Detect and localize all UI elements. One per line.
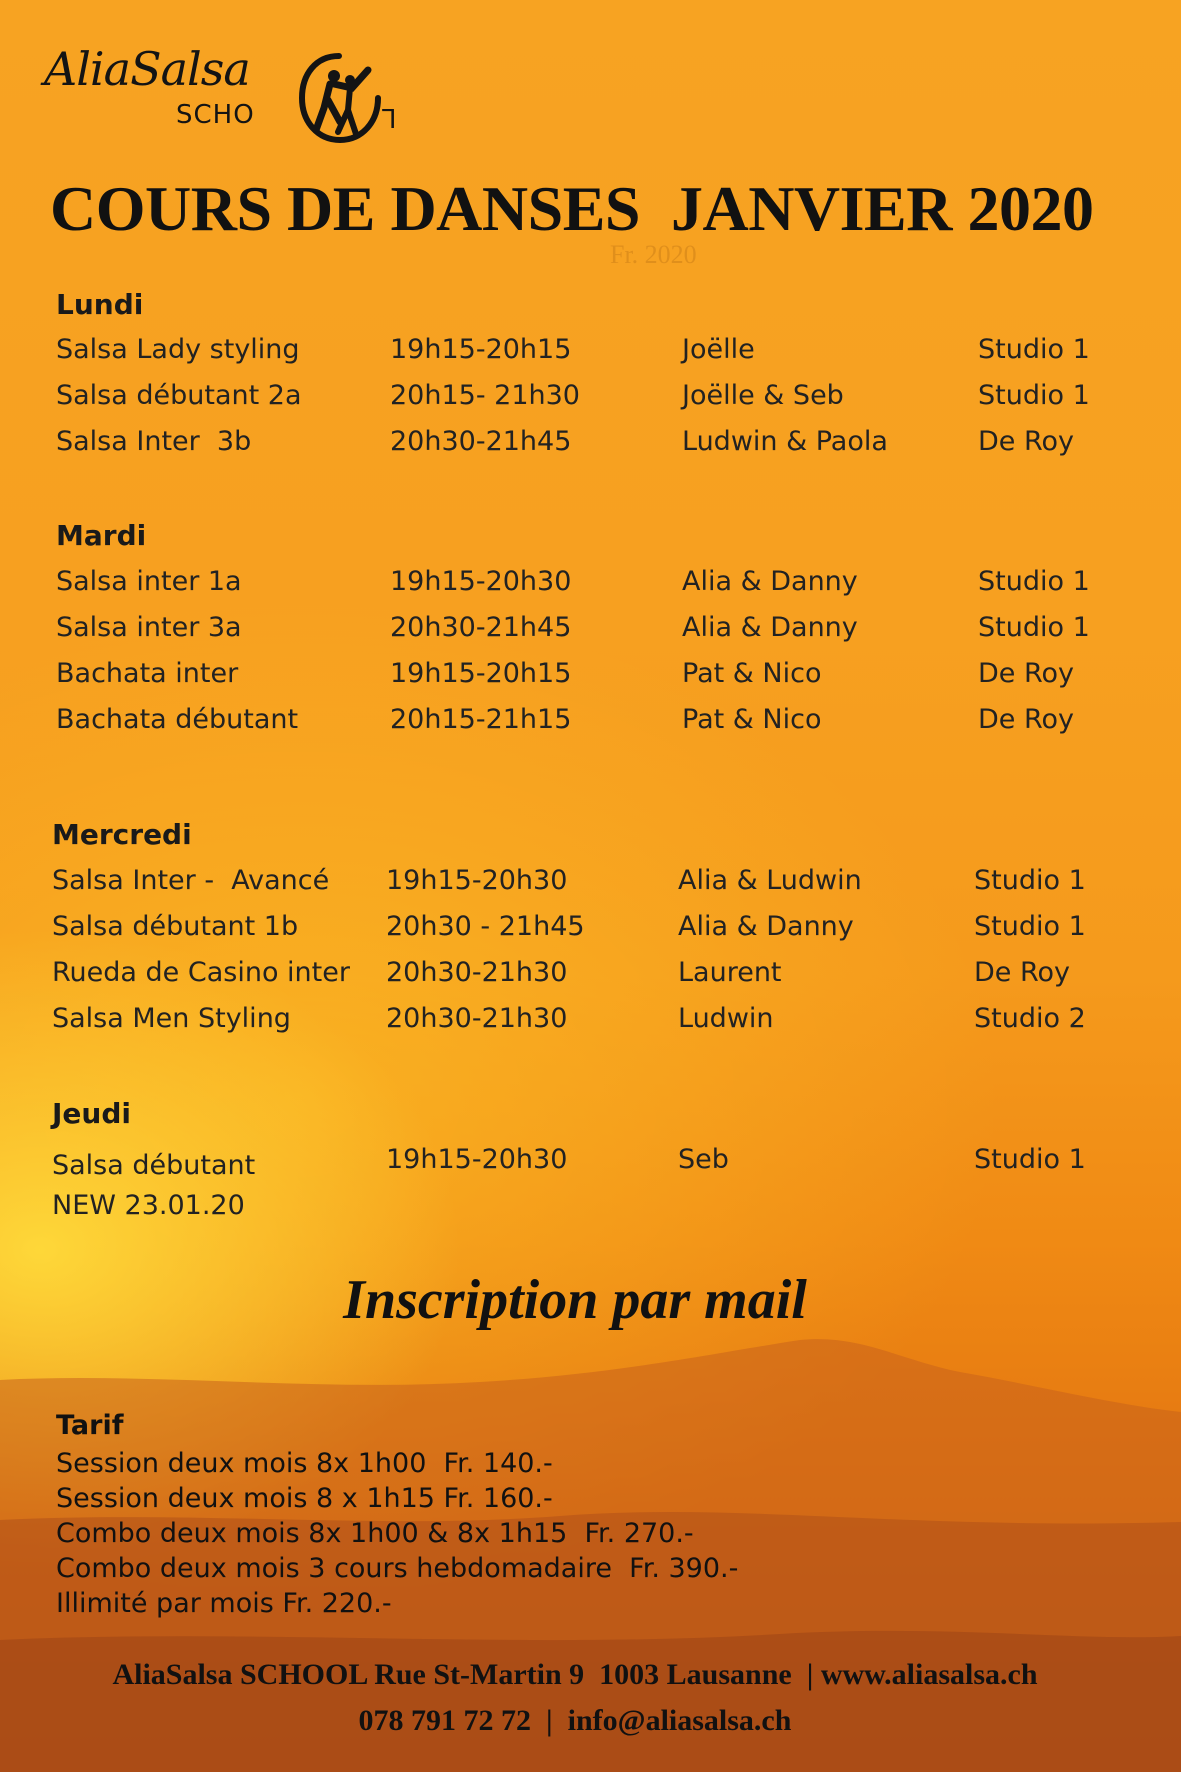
inscription-heading: Inscription par mail [343,1269,807,1331]
course-room: De Roy [974,957,1071,988]
course-time: 19h15-20h30 [386,865,568,896]
course-room: De Roy [978,658,1075,689]
schedule-row [0,704,1181,744]
course-room: Studio 1 [978,334,1090,365]
schedule-row [0,334,1181,374]
course-teacher: Alia & Danny [682,566,858,597]
course-time: 20h30-21h30 [386,1003,568,1034]
dancers-circle-icon [294,50,384,146]
schedule-row [0,426,1181,466]
schedule-row [0,658,1181,698]
course-time: 19h15-20h15 [390,334,572,365]
tarif-line: Combo deux mois 3 cours hebdomadaire Fr. 390.- [56,1553,739,1584]
course-teacher: Laurent [678,957,782,988]
course-time: 19h15-20h30 [386,1144,568,1175]
faint-background-text: Fr. 2020 [610,240,697,269]
aliasalsa-logo [44,40,397,150]
tarif-line: Session deux mois 8x 1h00 Fr. 140.- [56,1448,553,1479]
course-room: Studio 1 [974,865,1086,896]
course-time: 20h15-21h15 [390,704,572,735]
tarif-line: Illimité par mois Fr. 220.- [56,1588,392,1619]
course-teacher: Pat & Nico [682,658,822,689]
course-name: Salsa Inter - Avancé [52,865,330,896]
course-teacher: Ludwin & Paola [682,426,888,457]
course-room: Studio 1 [974,911,1086,942]
course-time: 20h30 - 21h45 [386,911,585,942]
logo-school-text: SCHO [176,100,255,130]
course-time: 20h30-21h45 [390,612,572,643]
course-name: Salsa inter 1a [56,566,242,597]
course-name: Salsa débutant [52,1150,256,1181]
course-teacher: Joëlle [682,334,755,365]
day-heading-jeudi: Jeudi [52,1097,131,1130]
course-room: Studio 1 [978,380,1090,411]
course-time: 19h15-20h30 [390,566,572,597]
course-time: 19h15-20h15 [390,658,572,689]
schedule-row [0,566,1181,606]
schedule-row [0,865,1181,905]
course-room: De Roy [978,426,1075,457]
course-room: De Roy [978,704,1075,735]
course-teacher: Pat & Nico [682,704,822,735]
course-room: Studio 2 [974,1003,1086,1034]
footer-contact: 078 791 72 72 | info@aliasalsa.ch [358,1704,792,1737]
course-time: 20h30-21h30 [386,957,568,988]
footer-address: AliaSalsa SCHOOL Rue St-Martin 9 1003 Lausanne | www.aliasalsa.ch [112,1658,1038,1691]
course-name: Salsa débutant 2a [56,380,302,411]
course-name: Salsa Men Styling [52,1003,291,1034]
schedule-row [0,1144,1181,1184]
course-teacher: Joëlle & Seb [682,380,844,411]
course-teacher: Alia & Ludwin [678,865,862,896]
course-name: Bachata débutant [56,704,299,735]
course-room: Studio 1 [978,612,1090,643]
tarif-line: Session deux mois 8 x 1h15 Fr. 160.- [56,1483,553,1514]
course-name: Rueda de Casino inter [52,957,350,988]
logo-school-last-letter: L [382,102,397,132]
schedule-row [0,1003,1181,1043]
course-note: NEW 23.01.20 [52,1190,245,1221]
schedule-row [0,380,1181,420]
course-time: 20h15- 21h30 [390,380,580,411]
page-title: COURS DE DANSES JANVIER 2020 [50,173,1094,244]
schedule-row [0,957,1181,997]
course-room: Studio 1 [978,566,1090,597]
course-teacher: Alia & Danny [682,612,858,643]
day-heading-mardi: Mardi [56,519,147,552]
tarif-line: Combo deux mois 8x 1h00 & 8x 1h15 Fr. 270.- [56,1518,694,1549]
course-name: Salsa inter 3a [56,612,242,643]
course-time: 20h30-21h45 [390,426,572,457]
schedule-row [0,612,1181,652]
logo-wordmark: AliaSalsa [44,42,250,96]
course-teacher: Seb [678,1144,729,1175]
day-heading-mercredi: Mercredi [52,818,192,851]
tarif-heading: Tarif [56,1410,124,1441]
course-name: Salsa débutant 1b [52,911,299,942]
course-name: Salsa Inter 3b [56,426,252,457]
course-name: Bachata inter [56,658,239,689]
course-room: Studio 1 [974,1144,1086,1175]
course-name: Salsa Lady styling [56,334,300,365]
course-teacher: Ludwin [678,1003,774,1034]
day-heading-lundi: Lundi [56,288,144,321]
schedule-row [0,911,1181,951]
course-teacher: Alia & Danny [678,911,854,942]
